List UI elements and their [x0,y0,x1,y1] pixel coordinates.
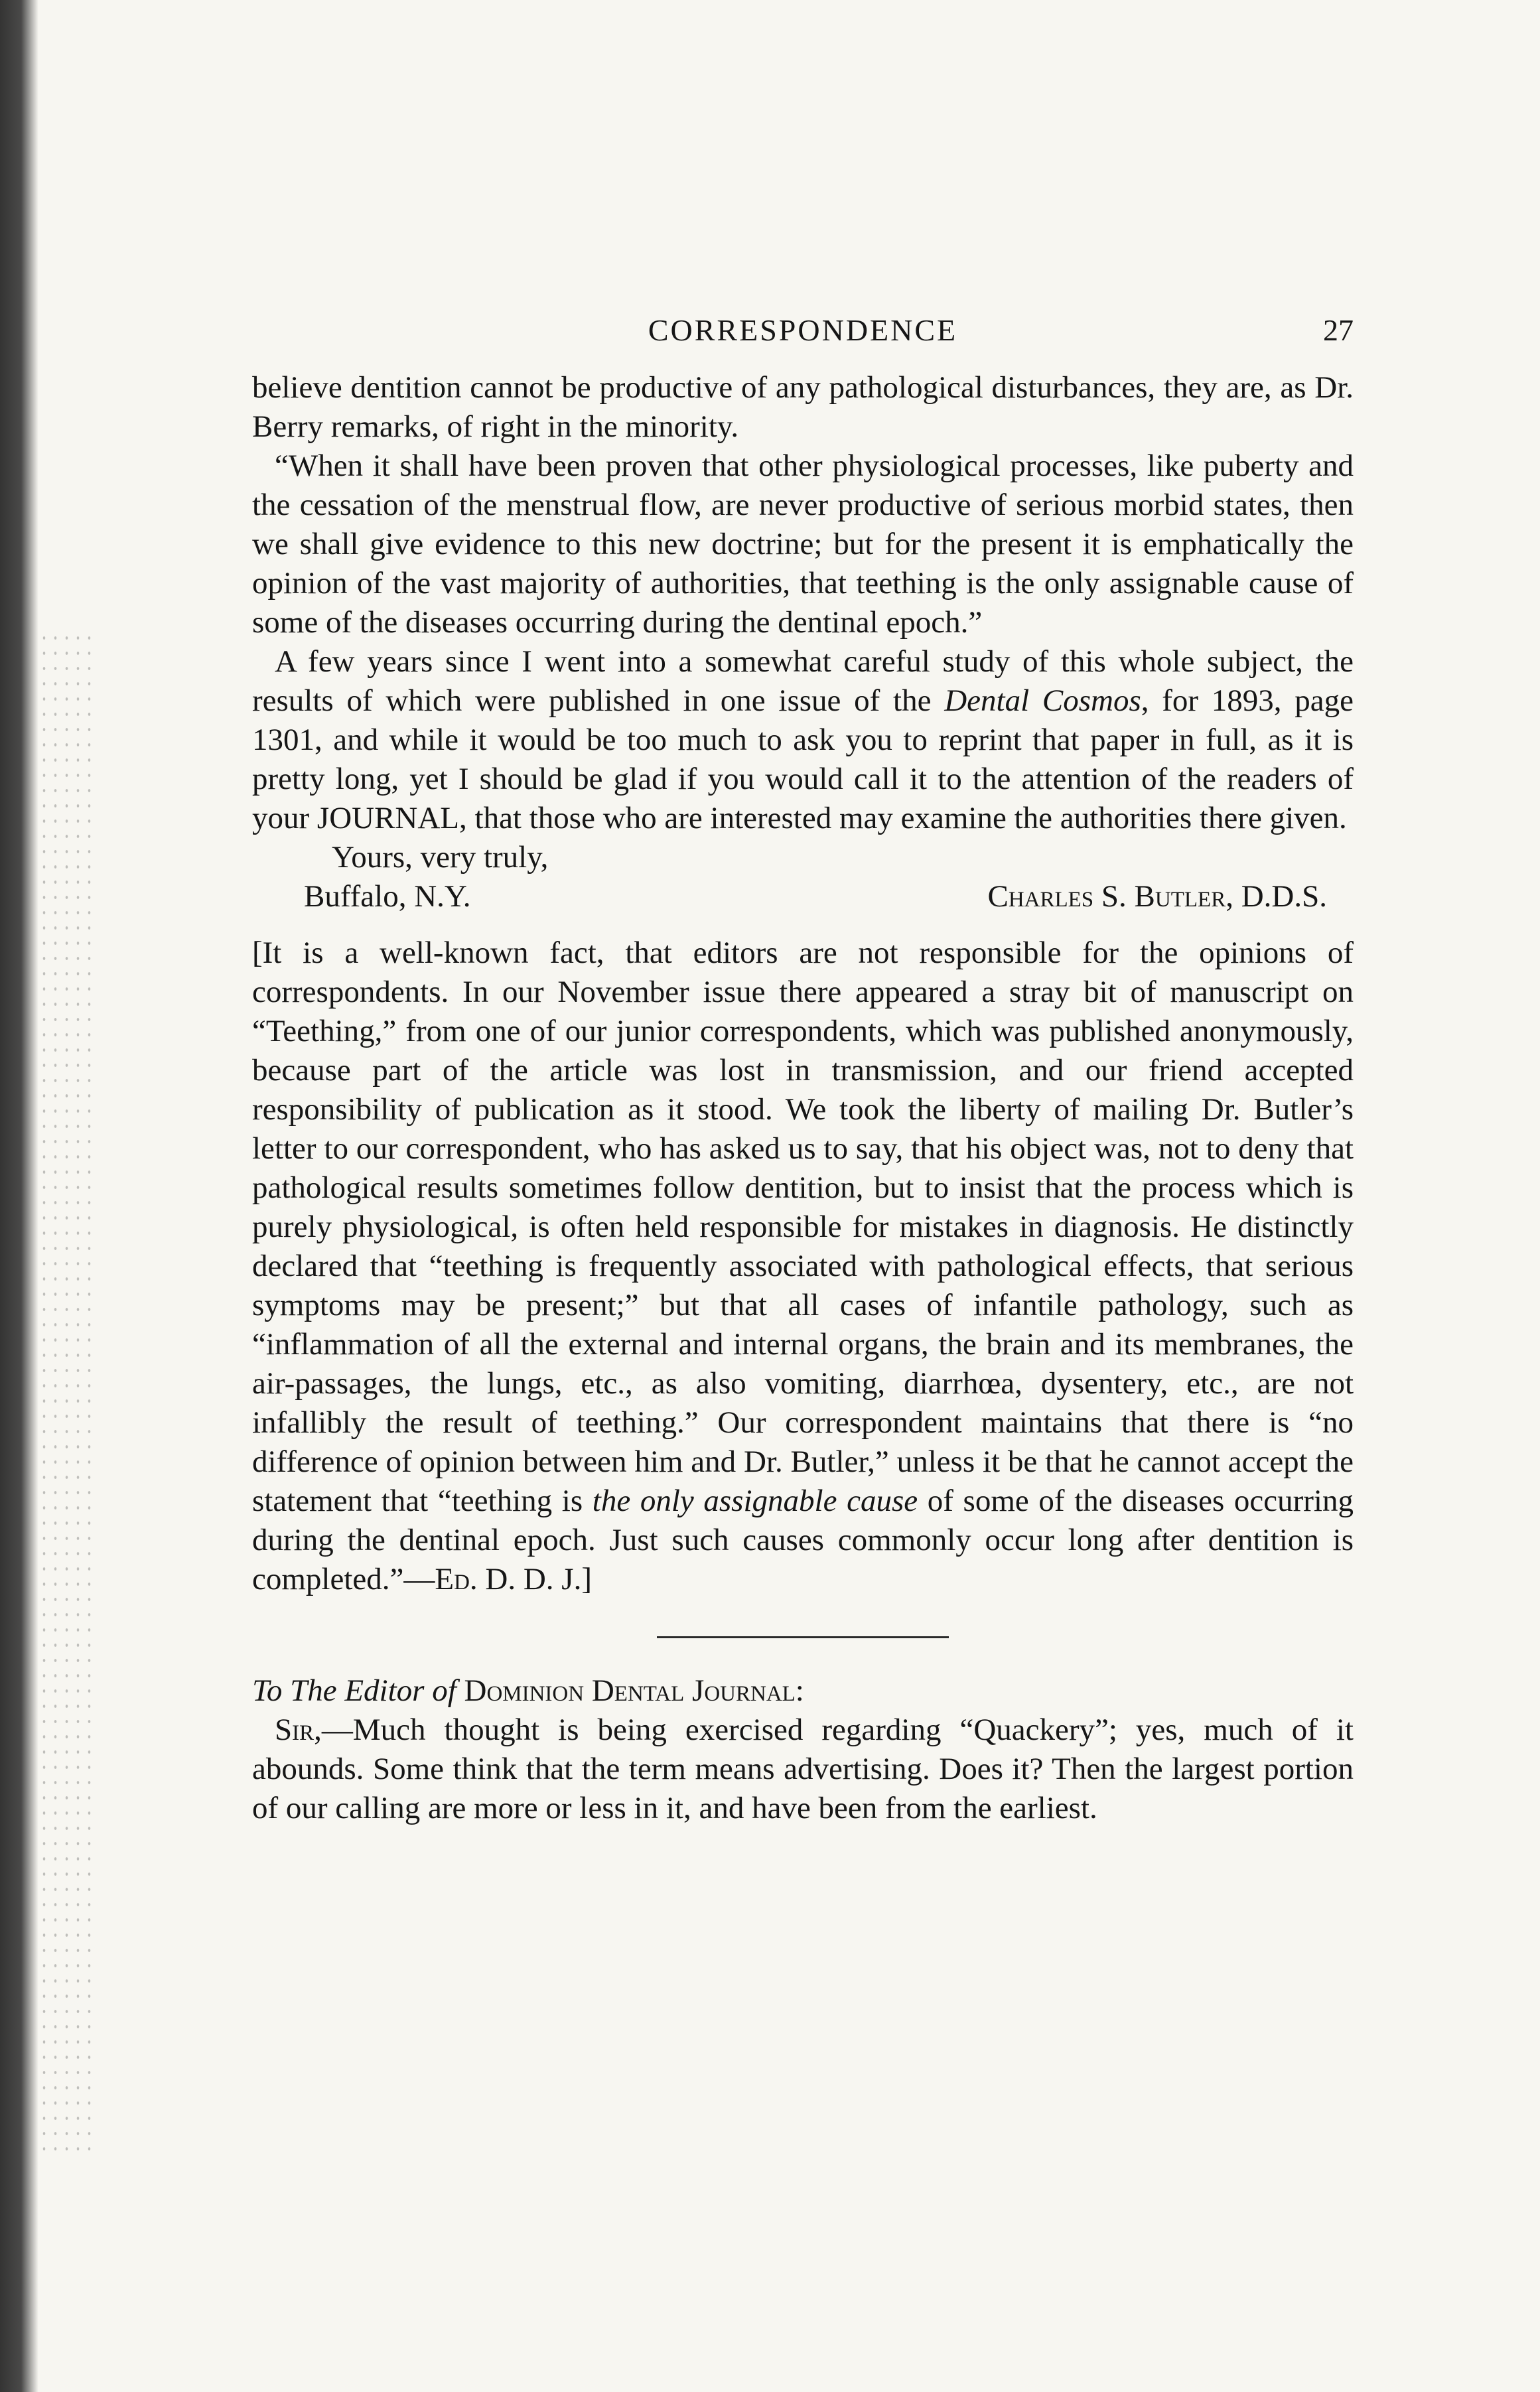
editor-note-text-2: of some of the diseases occurring during the dentinal epoch. Just such causes commonly occur long after dentition is completed.”— [252,1484,1354,1596]
editor-signoff: Ed. D. D. J.] [435,1562,592,1596]
letter-closing: Yours, very truly, [332,840,549,875]
address-to-the-editor: To The Editor of [252,1673,456,1708]
next-letter-address [252,1671,1354,1711]
letter-paragraph-2: “When it shall have been proven that other physiological processes, like puberty and the cessation of the menstrual flow, are never productive of serious morbid states, then we shall give evidence to this new doctrine; but for the present it is emphatically the opinion of the vast majority of authorities, that teething is the only assignable cause of some of the diseases occurring during the dentinal epoch.” [252,449,1354,640]
gutter-speckle [38,630,98,2156]
running-head-title: CORRESPONDENCE [648,313,958,347]
journal-title-dental-cosmos: Dental Cosmos [944,683,1141,718]
section-divider [657,1636,949,1638]
spacer [252,916,1354,934]
address-journal-name: Dominion Dental Journal: [464,1673,804,1708]
letter-place: Buffalo, N.Y. [304,879,471,914]
letter-paragraph-1: believe dentition cannot be productive of any pathological disturbances, they are, as Dr. Berry remarks, of right in the minority. [252,370,1354,444]
book-spine-shadow [0,0,38,2392]
next-letter-text: —Much thought is being exercised regarding “Quackery”; yes, much of it abounds. Some think that the term means advertising. Does it? Then the largest portion of our calling are more or less in it, and have been from the earliest. [252,1713,1354,1825]
page [252,309,1354,1828]
editor-note-text-1: [It is a well-known fact, that editors are not responsible for the opinions of correspondents. In our November issue there appeared a stray bit of manuscript on “Teething,” from one of our junior correspondents, which was published anonymously, because part of the article was lost in transmission, and our friend accepted responsibility of publication as it stood. We took the liberty of mailing Dr. Butler’s letter to our correspondent, who has asked us to say, that his object was, not to deny that pathological results sometimes follow dentition, but to insist that the process which is purely physiological, is often held responsible for mistakes in diagnosis. He distinctly declared that “teething is frequently associated with pathological effects, that serious symptoms may be present;” but that all cases of infantile pathology, such as “inflammation of all the external and internal organs, the brain and its membranes, the air-passages, the lungs, etc., as also vomiting, diarrhœa, dysentery, etc., are not infallibly the result of teething.” Our correspondent maintains that there is “no difference of opinion between him and Dr. Butler,” unless it be that he cannot accept the statement that “teething is [252,936,1354,1518]
signature-line [252,877,1354,916]
page-number: 27 [1323,313,1354,347]
salutation: Sir, [275,1713,322,1747]
letter-paragraph-3-start: A few years since I went into a somewhat careful study of this whole subject, the results of which were published in one issue of the [252,644,1354,718]
editor-note [252,934,1354,1599]
letter-paragraph-3-end: , for 1893, page 1301, and while it would be too much to ask you to reprint that paper in full, as it is pretty long, yet I should be glad if you would call it to the attention of the readers of your JOURNAL, that those who are interested may examine the authorities there given. [252,683,1354,835]
letter-signature: Charles S. Butler, D.D.S. [987,879,1327,914]
editor-note-emphasis: the only assignable cause [592,1484,918,1518]
letter-paragraph-3 [252,642,1354,838]
running-head [252,309,1354,368]
next-letter-paragraph [252,1711,1354,1828]
page-body [252,368,1354,1828]
